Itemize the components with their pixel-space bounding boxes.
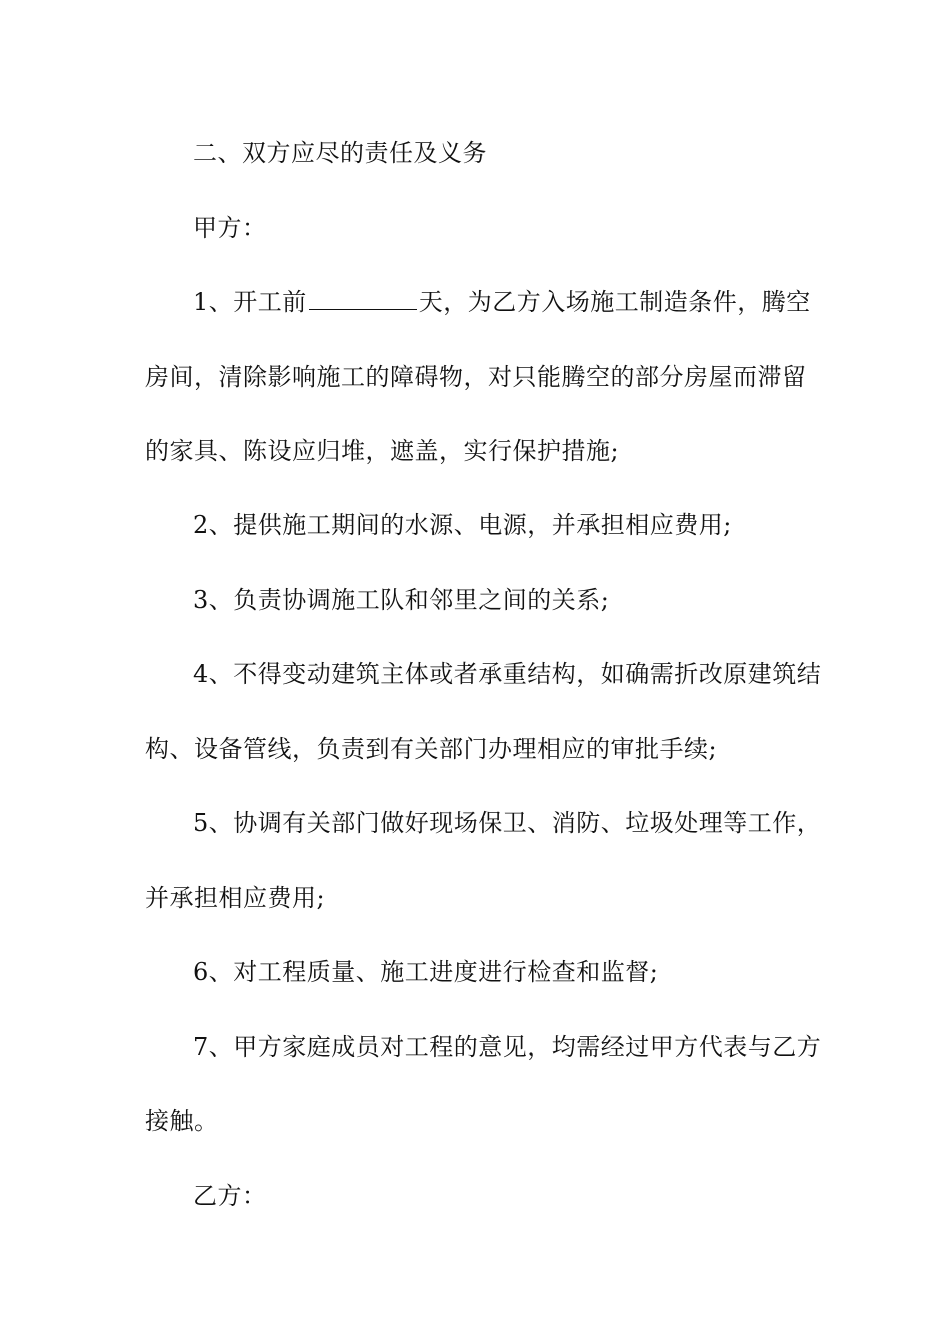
section-heading: 二、双方应尽的责任及义务 bbox=[193, 139, 487, 167]
item-4-line-1: 4、不得变动建筑主体或者承重结构，如确需折改原建筑结 bbox=[193, 660, 822, 688]
party-a-label: 甲方： bbox=[193, 214, 267, 242]
item-1-line-1 bbox=[193, 286, 863, 318]
item-5-line-1: 5、协调有关部门做好现场保卫、消防、垃圾处理等工作， bbox=[193, 809, 822, 837]
party-b-label: 乙方： bbox=[193, 1182, 267, 1210]
item-7-line-2: 接触。 bbox=[145, 1107, 219, 1135]
item-6: 6、对工程质量、施工进度进行检查和监督; bbox=[193, 958, 659, 986]
item-4-line-2: 构、设备管线，负责到有关部门办理相应的审批手续; bbox=[145, 735, 718, 763]
fill-in-blank bbox=[309, 287, 417, 310]
item-1-suffix: 天，为乙方入场施工制造条件，腾空 bbox=[418, 288, 811, 316]
item-1-prefix: 1、开工前 bbox=[193, 288, 307, 316]
item-7-line-1: 7、甲方家庭成员对工程的意见，均需经过甲方代表与乙方 bbox=[193, 1033, 822, 1061]
item-5-line-2: 并承担相应费用; bbox=[145, 884, 326, 912]
item-1-line-2: 房间，清除影响施工的障碍物，对只能腾空的部分房屋而滞留 bbox=[145, 363, 807, 391]
item-1-line-3: 的家具、陈设应归堆，遮盖，实行保护措施; bbox=[145, 437, 620, 465]
item-3: 3、负责协调施工队和邻里之间的关系; bbox=[193, 586, 610, 614]
item-2: 2、提供施工期间的水源、电源，并承担相应费用; bbox=[193, 511, 732, 539]
